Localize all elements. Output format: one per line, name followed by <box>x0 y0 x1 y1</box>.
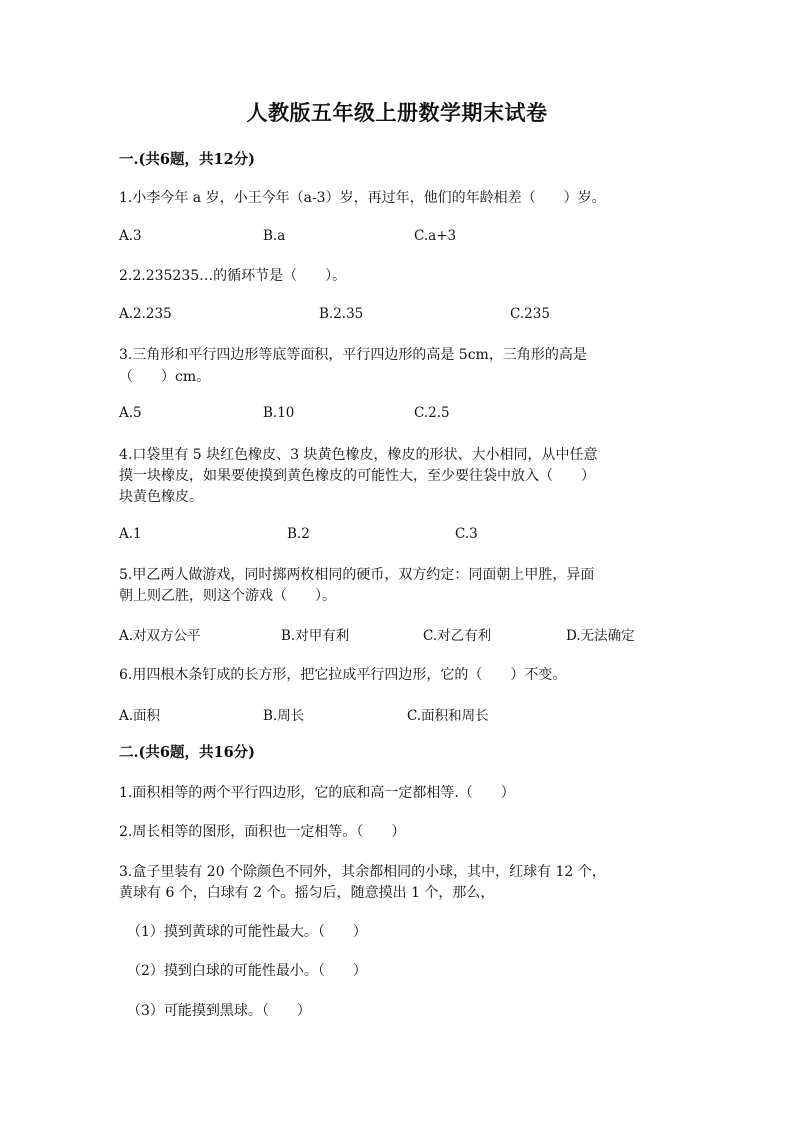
question-1-3-line-1: 3.三角形和平行四边形等底等面积，平行四边形的高是 5cm，三角形的高是 <box>119 347 587 363</box>
question-1-4-line-1: 4.口袋里有 5 块红色橡皮、3 块黄色橡皮，橡皮的形状、大小相同，从中任意 <box>119 447 598 463</box>
option-1-2-a: A.2.235 <box>119 306 172 322</box>
option-1-5-b: B.对甲有利 <box>281 628 350 644</box>
option-1-5-c: C.对乙有利 <box>423 628 492 644</box>
question-1-4-line-3: 块黄色橡皮。 <box>119 489 203 505</box>
page-title: 人教版五年级上册数学期末试卷 <box>246 100 548 125</box>
option-1-4-c: C.3 <box>455 526 478 542</box>
section-2-heading: 二.(共6题，共16分) <box>119 744 256 761</box>
option-1-2-c: C.235 <box>510 306 550 322</box>
option-1-4-b: B.2 <box>287 526 310 542</box>
option-1-4-a: A.1 <box>119 526 142 542</box>
question-1-1: 1.小李今年 a 岁，小王今年（a-3）岁，再过年，他们的年龄相差（ ）岁。 <box>119 190 606 206</box>
question-1-4-line-2: 摸一块橡皮，如果要使摸到黄色橡皮的可能性大，至少要往袋中放入（ ） <box>119 468 595 484</box>
question-1-3-line-2: （ ）cm。 <box>119 369 211 385</box>
option-1-3-c: C.2.5 <box>414 405 450 421</box>
option-1-3-a: A.5 <box>119 405 142 421</box>
question-1-5-line-1: 5.甲乙两人做游戏，同时掷两枚相同的硬币，双方约定：同面朝上甲胜，异面 <box>119 567 595 583</box>
option-1-1-b: B.a <box>263 228 286 244</box>
option-1-6-b: B.周长 <box>263 708 305 724</box>
option-1-5-d: D.无法确定 <box>566 628 635 644</box>
option-1-6-c: C.面积和周长 <box>407 708 489 724</box>
question-2-2: 2.周长相等的图形，面积也一定相等。（ ） <box>119 824 406 840</box>
option-1-6-a: A.面积 <box>119 708 161 724</box>
question-2-3-sub-1: （1）摸到黄球的可能性最大。（ ） <box>127 924 367 940</box>
question-2-3-line-2: 黄球有 6 个，白球有 2 个。摇匀后，随意摸出 1 个，那么， <box>119 885 495 901</box>
option-1-1-a: A.3 <box>119 228 142 244</box>
question-2-3-sub-3: （3）可能摸到黑球。（ ） <box>127 1003 311 1019</box>
option-1-1-c: C.a+3 <box>414 228 457 244</box>
section-1-heading: 一.(共6题，共12分) <box>119 151 256 168</box>
question-1-6: 6.用四根木条钉成的长方形，把它拉成平行四边形，它的（ ）不变。 <box>119 667 567 683</box>
question-1-2: 2.2.235235…的循环节是（ ）。 <box>119 268 347 284</box>
option-1-2-b: B.2.35 <box>319 306 364 322</box>
question-2-3-sub-2: （2）摸到白球的可能性最小。（ ） <box>127 963 367 979</box>
question-2-3-line-1: 3.盒子里装有 20 个除颜色不同外，其余都相同的小球，其中，红球有 12 个， <box>119 864 606 880</box>
question-1-5-line-2: 朝上则乙胜，则这个游戏（ ）。 <box>119 588 336 604</box>
question-2-1: 1.面积相等的两个平行四边形，它的底和高一定都相等.（ ） <box>119 785 515 801</box>
option-1-3-b: B.10 <box>263 405 295 421</box>
option-1-5-a: A.对双方公平 <box>119 628 201 644</box>
